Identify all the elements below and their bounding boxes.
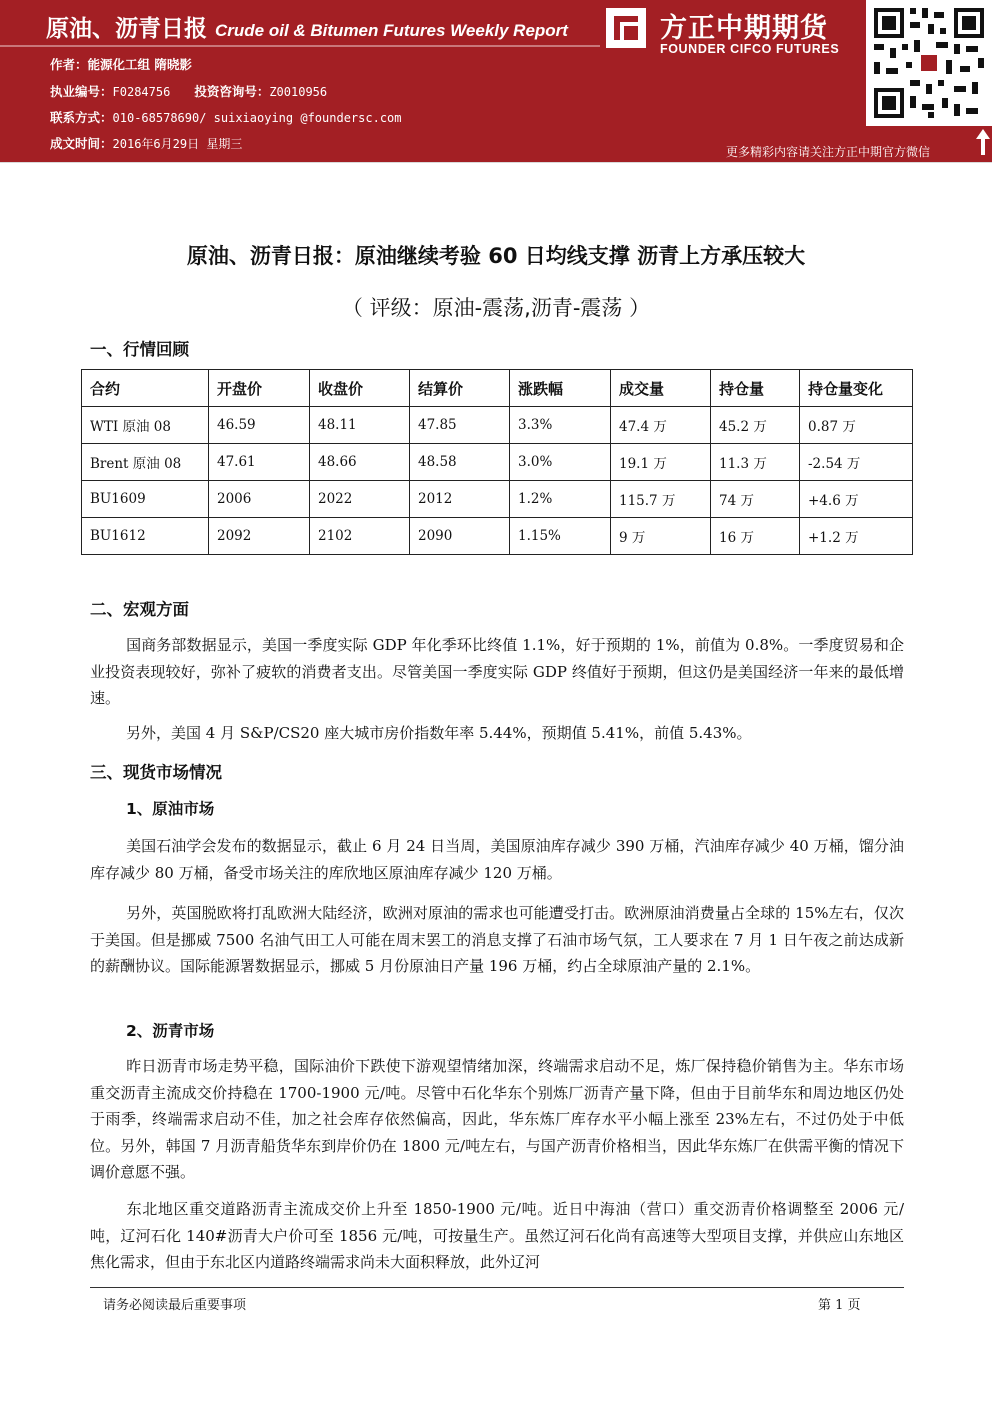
date-line — [50, 134, 242, 152]
table-header-cell: 合约 — [82, 370, 209, 407]
license-label: 执业编号： — [50, 84, 113, 99]
consult-value: Z0010956 — [269, 85, 328, 99]
report-main-title: 原油、沥青日报：原油继续考验 60 日均线支撑 沥青上方承压较大 — [186, 244, 806, 268]
date-label: 成文时间： — [50, 136, 113, 151]
author-value: 能源化工组 隋晓影 — [87, 57, 192, 72]
macro-paragraph-2 — [90, 720, 904, 747]
footer-divider — [90, 1287, 904, 1288]
company-name-en: FOUNDER CIFCO FUTURES — [660, 42, 840, 56]
contact-line — [50, 108, 402, 126]
section-spot-market-heading: 三、现货市场情况 — [90, 763, 222, 782]
bitumen-paragraph-2 — [90, 1196, 904, 1276]
table-cell: 2012 — [410, 481, 510, 518]
table-cell: 2092 — [209, 518, 310, 555]
macro-paragraph-2-text: 另外，美国 4 月 S&P/CS20 座大城市房价指数年率 5.44%，预期值 5.41%，前值 5.43%。 — [126, 724, 752, 742]
table-header-cell: 持仓量变化 — [800, 370, 913, 407]
table-cell: 9 万 — [611, 518, 711, 555]
footer-disclaimer: 请务必阅读最后重要事项 — [103, 1298, 247, 1313]
table-cell: 3.3% — [510, 407, 611, 444]
follow-wechat-note: 更多精彩内容请关注方正中期官方微信 — [726, 145, 931, 159]
crude-paragraph-2 — [90, 900, 904, 980]
table-cell: 19.1 万 — [611, 444, 711, 481]
table-cell: 2022 — [310, 481, 410, 518]
table-cell: BU1609 — [82, 481, 209, 518]
table-cell: 115.7 万 — [611, 481, 711, 518]
table-header-row — [82, 370, 913, 407]
table-cell: 47.61 — [209, 444, 310, 481]
table-cell: 47.4 万 — [611, 407, 711, 444]
table-cell: 3.0% — [510, 444, 611, 481]
header-divider — [0, 45, 600, 47]
author-label: 作者： — [50, 57, 88, 72]
table-cell: WTI 原油 08 — [82, 407, 209, 444]
table-cell: +1.2 万 — [800, 518, 913, 555]
report-header — [0, 0, 992, 162]
table-cell: 45.2 万 — [711, 407, 800, 444]
license-line — [50, 82, 327, 100]
table-cell: Brent 原油 08 — [82, 444, 209, 481]
table-cell: 46.59 — [209, 407, 310, 444]
bitumen-paragraph-1-text: 昨日沥青市场走势平稳，国际油价下跌使下游观望情绪加深，终端需求启动不足，炼厂保持稳价销售为主。华东市场重交沥青主流成交价持稳在 1700-1900 元/吨。尽管中石化华东个别炼厂沥青产量下降，但由于目前华东和周边地区仍处于雨季，终端需求启动不佳，加之社会库存依然偏高，因此，华东炼厂库存水平小幅上涨至 23%左右，不过仍处于中低位。另外，韩国 7 月沥青船货华东到岸价仍在 1800 元/吨左右，与国产沥青价格相当，因此华东炼厂在供需平衡的情况下调价意愿不强。 — [90, 1057, 904, 1181]
section-macro-heading: 二、宏观方面 — [90, 600, 189, 619]
consult-label: 投资咨询号： — [194, 84, 270, 99]
license-value: F0284756 — [112, 85, 171, 99]
macro-paragraph-1-text: 国商务部数据显示，美国一季度实际 GDP 年化季环比终值 1.1%，好于预期的 1%，前值为 0.8%。一季度贸易和企业投资表现较好，弥补了疲软的消费者支出。尽管美国一季度实际 GDP 终值好于预期，但这仍是美国经济一年来的最低增速。 — [90, 636, 904, 707]
table-cell: 1.15% — [510, 518, 611, 555]
author-line — [50, 55, 192, 73]
bitumen-paragraph-1 — [90, 1053, 904, 1186]
table-cell: 2006 — [209, 481, 310, 518]
table-cell: 74 万 — [711, 481, 800, 518]
subsection-bitumen-heading: 2、沥青市场 — [126, 1022, 215, 1040]
table-cell: 48.11 — [310, 407, 410, 444]
table-cell: 2102 — [310, 518, 410, 555]
table-cell: 1.2% — [510, 481, 611, 518]
qr-code-icon — [866, 0, 992, 126]
table-row — [82, 518, 913, 555]
table-row — [82, 481, 913, 518]
wechat-qr-code — [866, 0, 992, 126]
report-title-row — [46, 10, 568, 43]
table-cell: -2.54 万 — [800, 444, 913, 481]
section-market-review-heading: 一、行情回顾 — [90, 340, 189, 359]
crude-paragraph-1 — [90, 833, 904, 886]
footer-page-number: 第 1 页 — [818, 1298, 861, 1313]
table-row — [82, 407, 913, 444]
table-cell: 47.85 — [410, 407, 510, 444]
report-rating: （ 评级：原油-震荡,沥青-震荡 ） — [341, 296, 651, 320]
table-cell: 48.58 — [410, 444, 510, 481]
table-header-cell: 结算价 — [410, 370, 510, 407]
table-header-cell: 成交量 — [611, 370, 711, 407]
table-header-cell: 持仓量 — [711, 370, 800, 407]
table-cell: 48.66 — [310, 444, 410, 481]
table-cell: BU1612 — [82, 518, 209, 555]
table-header-cell: 开盘价 — [209, 370, 310, 407]
table-cell: 2090 — [410, 518, 510, 555]
crude-paragraph-2-text: 另外，英国脱欧将打乱欧洲大陆经济，欧洲对原油的需求也可能遭受打击。欧洲原油消费量占全球的 15%左右，仅次于美国。但是挪威 7500 名油气田工人可能在周末罢工的消息支撑了石油市场气氛，工人要求在 7 月 1 日午夜之前达成新的薪酬协议。国际能源署数据显示，挪威 5 月份原油日产量 196 万桶，约占全球原油产量的 2.1%。 — [90, 904, 904, 975]
contact-label: 联系方式： — [50, 110, 113, 125]
subsection-crude-heading: 1、原油市场 — [126, 800, 215, 818]
report-title-cn: 原油、沥青日报 — [46, 16, 207, 42]
table-cell: 16 万 — [711, 518, 800, 555]
company-name-cn: 方正中期期货 — [660, 13, 828, 44]
header-bottom-divider — [0, 162, 992, 178]
table-header-cell: 收盘价 — [310, 370, 410, 407]
report-title-en: Crude oil & Bitumen Futures Weekly Report — [215, 21, 568, 40]
market-quote-table — [81, 369, 913, 555]
crude-paragraph-1-text: 美国石油学会发布的数据显示，截止 6 月 24 日当周，美国原油库存减少 390 万桶，汽油库存减少 40 万桶，馏分油库存减少 80 万桶，备受市场关注的库欣地区原油库存减少 120 万桶。 — [90, 837, 904, 882]
macro-paragraph-1 — [90, 632, 904, 712]
company-logo-icon — [606, 8, 646, 48]
table-header-cell: 涨跌幅 — [510, 370, 611, 407]
table-cell: 0.87 万 — [800, 407, 913, 444]
date-value: 2016年6月29日 星期三 — [112, 137, 243, 151]
table-cell: +4.6 万 — [800, 481, 913, 518]
contact-value: 010-68578690/ suixiaoying @foundersc.com — [112, 111, 402, 125]
table-cell: 11.3 万 — [711, 444, 800, 481]
arrow-up-icon — [975, 128, 991, 156]
bitumen-paragraph-2-text: 东北地区重交道路沥青主流成交价上升至 1850-1900 元/吨。近日中海油（营口）重交沥青价格调整至 2006 元/吨，辽河石化 140#沥青大户价可至 1856 元/吨，可按量生产。虽然辽河石化尚有高速等大型项目支撑，并供应山东地区焦化需求，但由于东北区内道路终端需求尚未大面积释放，此外辽河 — [90, 1200, 904, 1271]
table-row — [82, 444, 913, 481]
